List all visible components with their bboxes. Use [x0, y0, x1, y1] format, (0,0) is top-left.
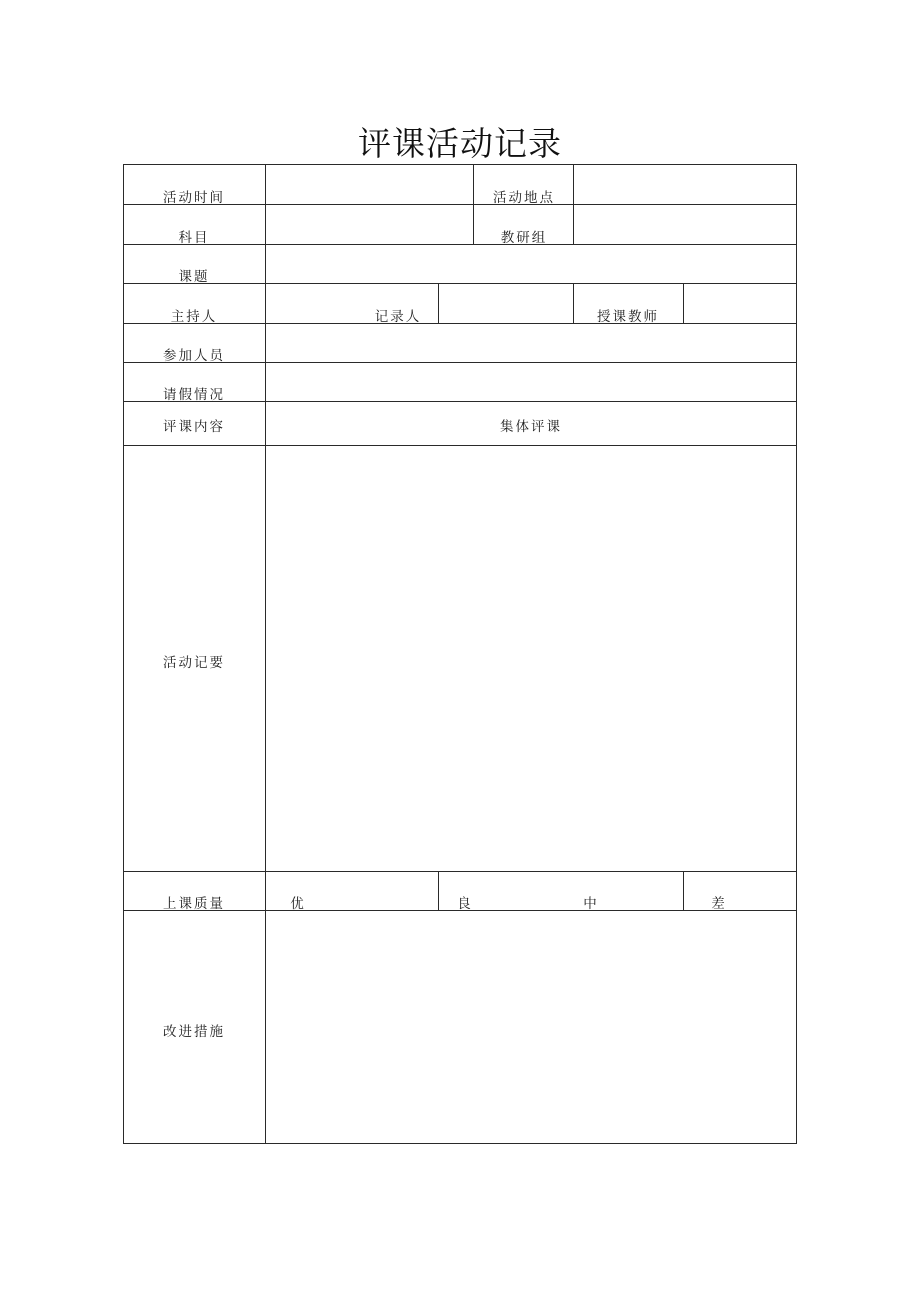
subject-label: 科目	[178, 230, 210, 246]
activity-place-label: 活动地点	[493, 190, 555, 206]
quality-option-good[interactable]: 良	[457, 896, 473, 912]
teaching-group-label: 教研组	[500, 230, 548, 246]
participants-label: 参加人员	[163, 348, 225, 364]
topic-label: 课题	[178, 269, 210, 285]
minutes-field[interactable]	[266, 446, 796, 871]
quality-option-excellent[interactable]: 优	[290, 896, 306, 912]
recorder-field[interactable]	[439, 284, 573, 323]
content-value: 集体评课	[500, 419, 562, 435]
improvement-field[interactable]	[266, 911, 796, 1143]
page-title: 评课活动记录	[358, 124, 562, 163]
quality-option-poor[interactable]: 差	[711, 896, 727, 912]
content-label: 评课内容	[163, 419, 225, 435]
participants-field[interactable]	[266, 324, 796, 362]
lecturer-label: 授课教师	[597, 309, 659, 325]
quality-label: 上课质量	[163, 896, 225, 912]
quality-option-average[interactable]: 中	[583, 896, 599, 912]
lecturer-field[interactable]	[684, 284, 796, 323]
host-label: 主持人	[170, 309, 218, 325]
improvement-label: 改进措施	[163, 1024, 225, 1040]
leave-label: 请假情况	[163, 387, 225, 403]
activity-time-field[interactable]	[266, 165, 473, 204]
topic-field[interactable]	[266, 245, 796, 283]
activity-place-field[interactable]	[574, 165, 796, 204]
recorder-label: 记录人	[374, 309, 422, 325]
leave-field[interactable]	[266, 363, 796, 401]
minutes-label: 活动记要	[163, 655, 225, 671]
activity-time-label: 活动时间	[163, 190, 225, 206]
teaching-group-field[interactable]	[574, 205, 796, 244]
subject-field[interactable]	[266, 205, 473, 244]
